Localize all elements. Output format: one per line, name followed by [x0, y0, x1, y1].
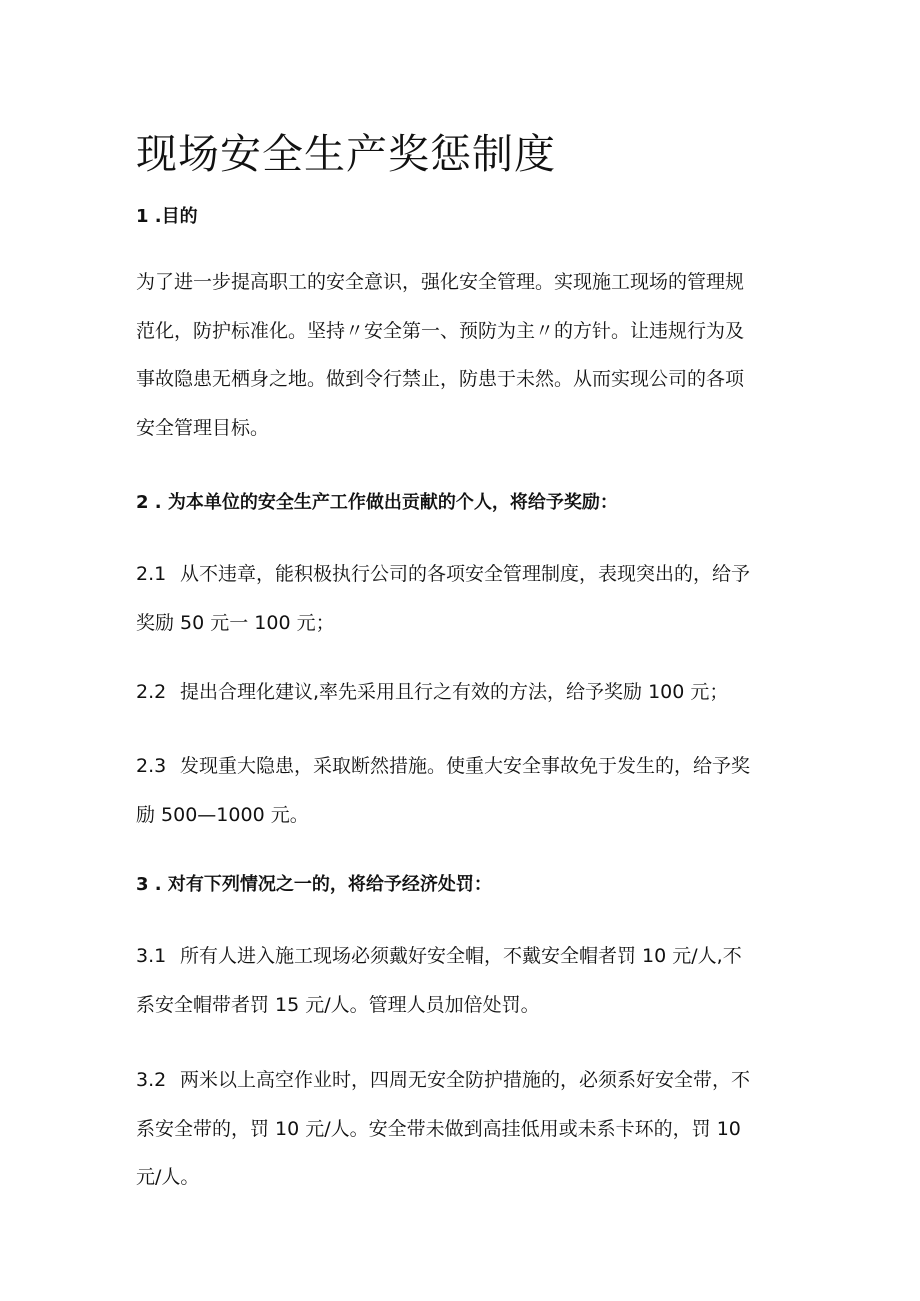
clause-line [136, 550, 786, 599]
clause-line: 系安全带的，罚 10 元/人。安全带未做到高挂低用或未系卡环的，罚 10 [136, 1117, 741, 1140]
clause-number: 3.1 [136, 945, 167, 967]
clause-text: 从不违章，能积极执行公司的各项安全管理制度，表现突出的，给予 [180, 563, 751, 585]
clause-3-2 [136, 1056, 786, 1202]
clause-text: 所有人进入施工现场必须戴好安全帽，不戴安全帽者罚 10 元/人,不 [180, 945, 742, 967]
clause-line: 励 500—1000 元。 [136, 803, 309, 826]
section-2-heading: 2 . 为本单位的安全生产工作做出贡献的个人，将给予奖励： [136, 492, 618, 513]
document-title: 现场安全生产奖惩制度 [136, 130, 556, 178]
clause-line [136, 932, 786, 981]
section-1-paragraph [136, 258, 786, 452]
clause-number: 2.2 [136, 681, 167, 703]
section-3-heading: 3 . 对有下列情况之一的，将给予经济处罚： [136, 874, 492, 895]
section-1-heading: 1 .目的 [136, 206, 198, 227]
clause-2-2 [136, 668, 786, 717]
clause-line: 奖励 50 元一 100 元； [136, 611, 335, 634]
paragraph-line: 安全管理目标。 [136, 416, 270, 439]
clause-line: 系安全帽带者罚 15 元/人。管理人员加倍处罚。 [136, 993, 540, 1016]
clause-number: 2.3 [136, 755, 167, 777]
clause-line: 元/人。 [136, 1166, 200, 1188]
paragraph-line: 事故隐患无栖身之地。做到令行禁止，防患于未然。从而实现公司的各项 [136, 368, 745, 390]
clause-text: 提出合理化建议,率先采用且行之有效的方法，给予奖励 100 元； [180, 681, 729, 703]
clause-number: 2.1 [136, 563, 167, 585]
paragraph-line: 为了进一步提高职工的安全意识，强化安全管理。实现施工现场的管理规 [136, 271, 745, 293]
clause-3-1 [136, 932, 786, 1029]
clause-2-3 [136, 742, 786, 839]
clause-line [136, 742, 786, 791]
clause-text: 两米以上高空作业时，四周无安全防护措施的，必须系好安全带，不 [180, 1069, 751, 1091]
clause-line [136, 1056, 786, 1105]
clause-text: 发现重大隐患，采取断然措施。使重大安全事故免于发生的，给予奖 [180, 755, 751, 777]
clause-number: 3.2 [136, 1069, 167, 1091]
clause-line [136, 668, 786, 717]
clause-2-1 [136, 550, 786, 647]
paragraph-line: 范化，防护标准化。坚持〃安全第一、预防为主〃的方针。让违规行为及 [136, 319, 745, 342]
